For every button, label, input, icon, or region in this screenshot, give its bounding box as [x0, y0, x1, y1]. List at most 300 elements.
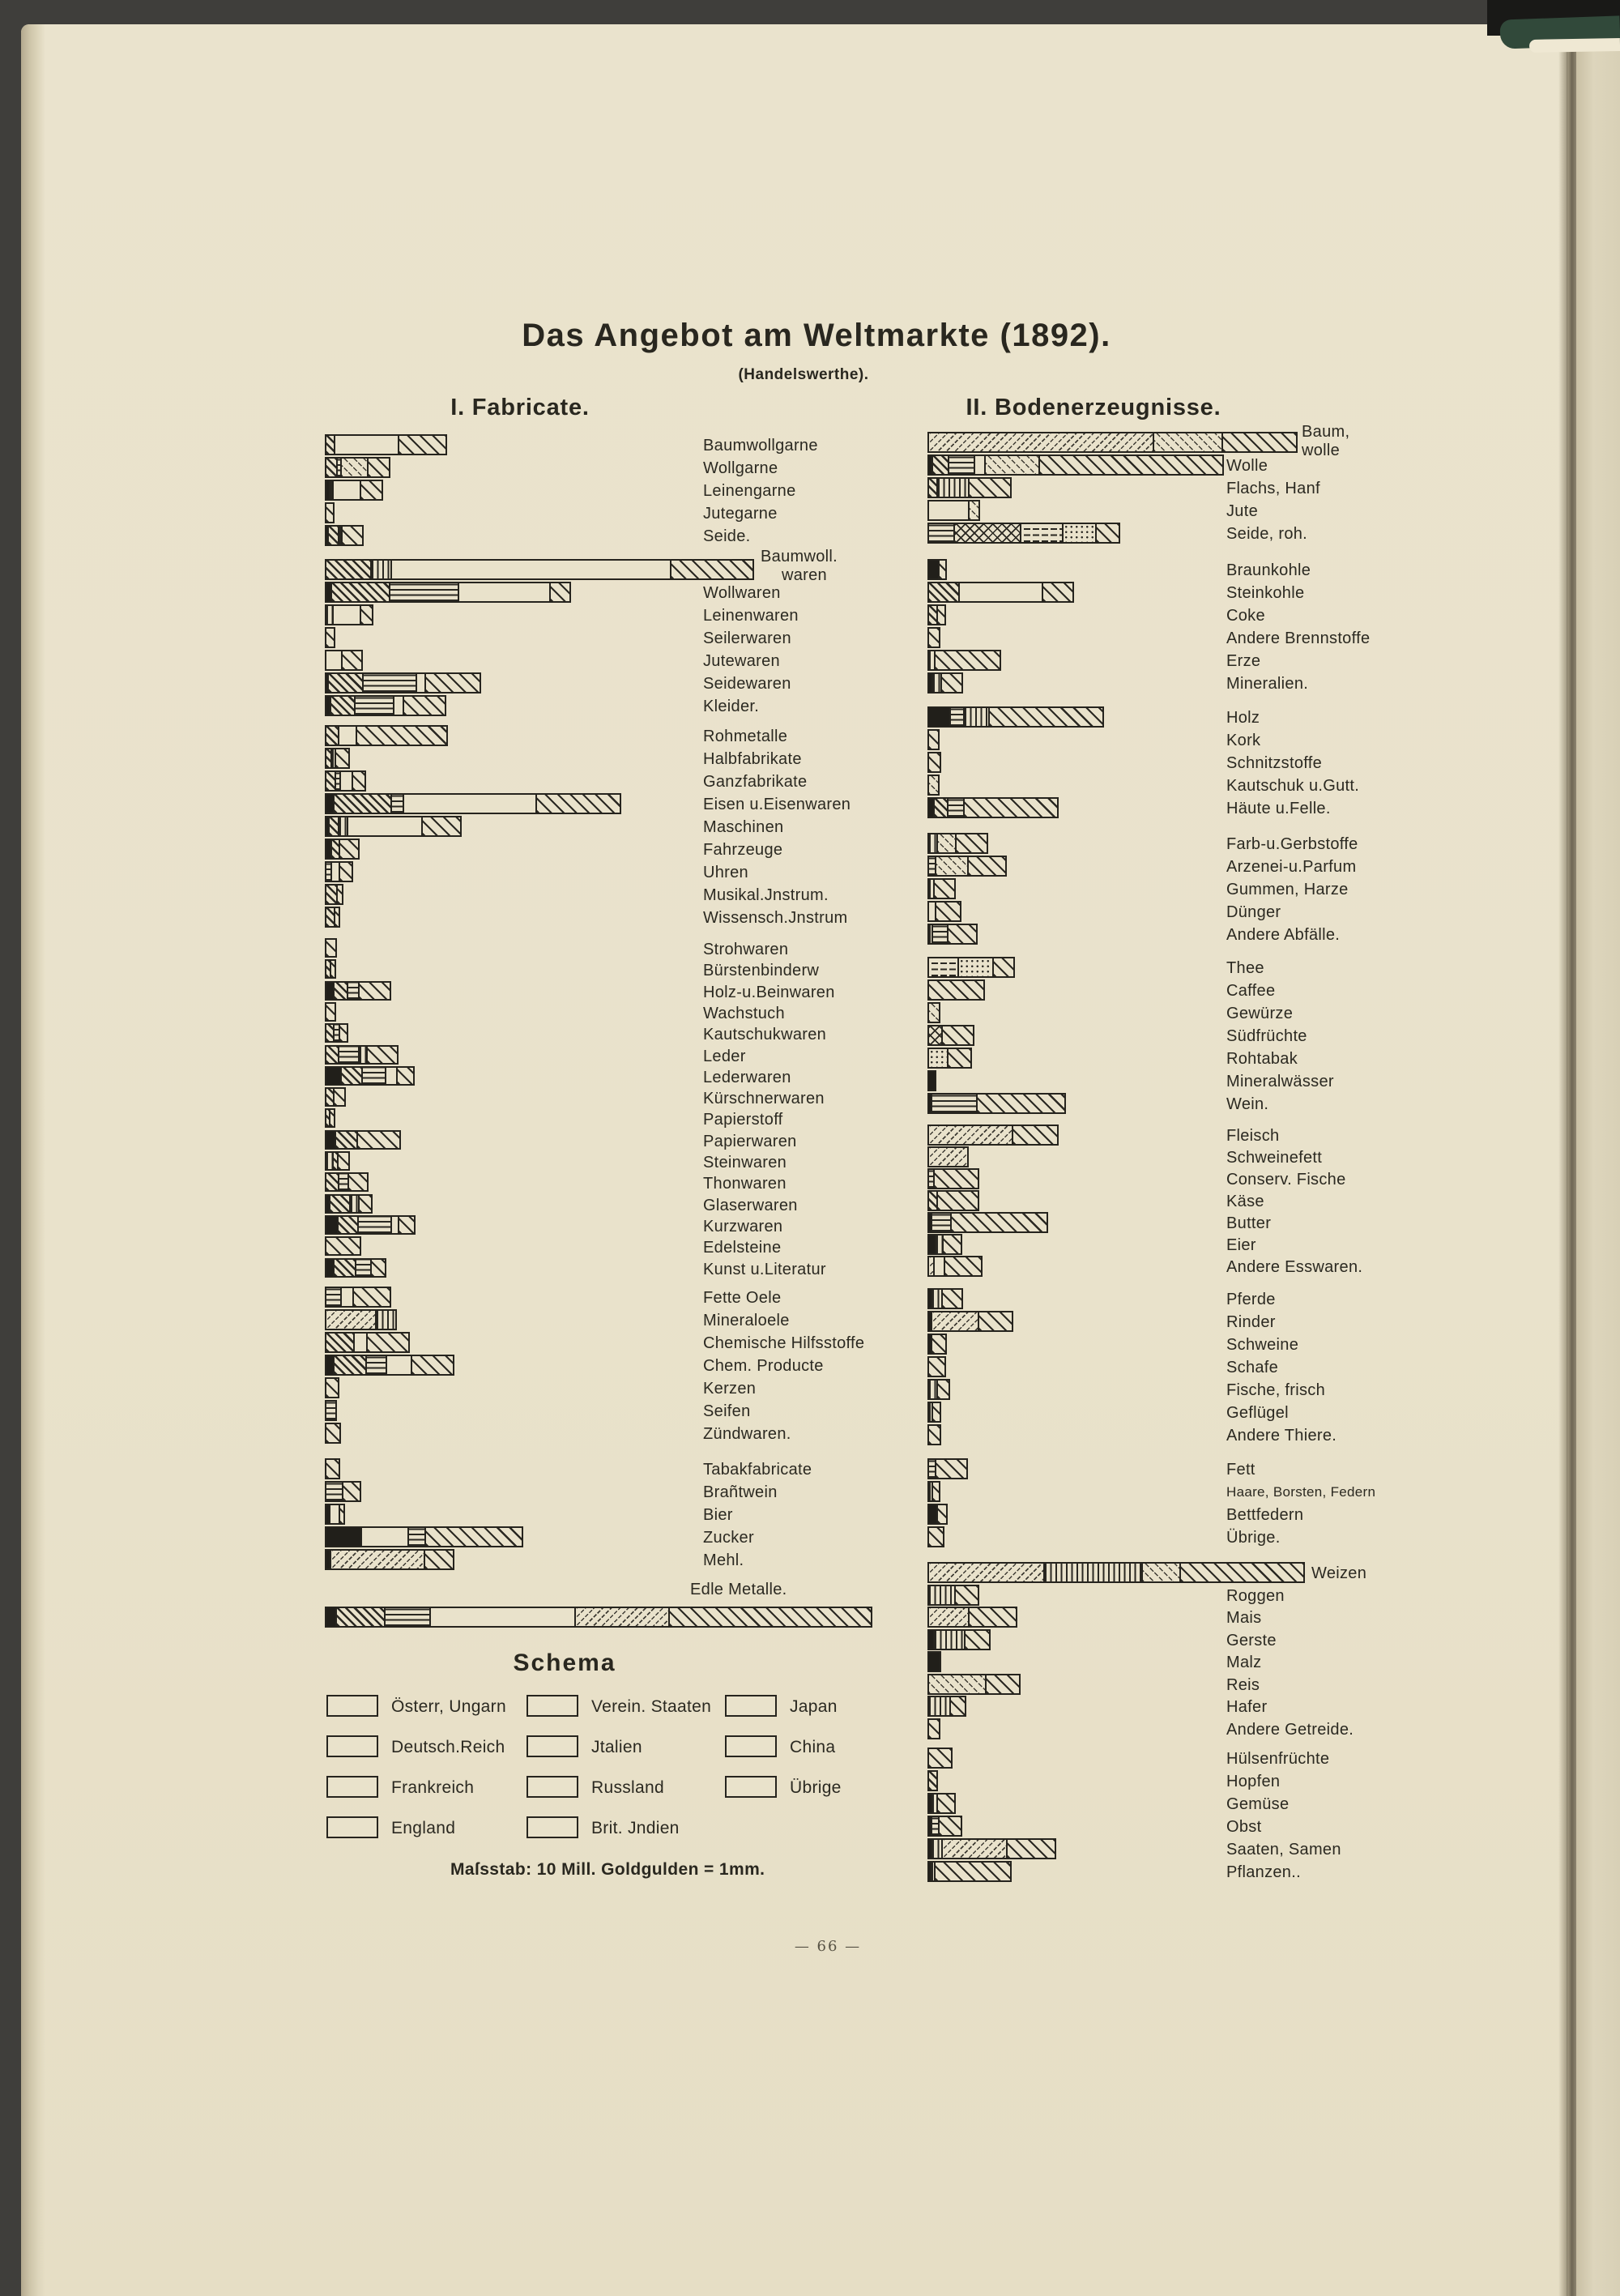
bar-segment-en: [326, 651, 343, 669]
bar-segment-ub: [368, 1334, 408, 1351]
bar-segment-ub: [326, 1004, 335, 1020]
bar-segment-ru: [929, 1381, 938, 1398]
bar-segment-fr: [367, 1356, 387, 1374]
bar-segment-fr: [348, 983, 360, 999]
row-label: Haare, Borsten, Federn: [1226, 1484, 1376, 1500]
row-label: Kürschnerwaren: [703, 1090, 825, 1108]
bar-segment-oe: [326, 1608, 337, 1626]
bar-row: [325, 695, 446, 716]
bar-row: [927, 1793, 956, 1814]
bar-segment-fr: [929, 857, 936, 875]
row-label: Papierwaren: [703, 1132, 797, 1150]
bar-row: [927, 1146, 969, 1167]
row-label: Schnitzstoffe: [1226, 754, 1323, 772]
bar-row: [325, 1087, 346, 1107]
bar-segment-en: [975, 456, 986, 474]
bar-segment-oe: [326, 795, 335, 813]
bar-segment-ub: [935, 1170, 978, 1188]
bar-segment-dr: [335, 1356, 367, 1374]
row-label: Wein.: [1226, 1095, 1269, 1113]
bar-row: [325, 559, 754, 580]
bar-row: [927, 856, 1007, 877]
bar-segment-ub: [537, 795, 620, 813]
bar-segment-ub: [326, 1424, 339, 1442]
bar-row: [325, 748, 350, 769]
bar-row: [325, 1287, 391, 1308]
row-label: Schafe: [1226, 1359, 1279, 1376]
bar-row: [927, 752, 941, 773]
bar-segment-ub: [358, 1132, 399, 1148]
bar-segment-cn: [1064, 524, 1097, 542]
bar-row: [927, 1718, 940, 1739]
bar-row: [927, 477, 1012, 498]
bar-segment-ub: [949, 1049, 970, 1067]
bar-segment-dr: [326, 886, 338, 903]
row-label: Wolle: [1226, 457, 1268, 475]
bar-segment-ub: [1043, 583, 1072, 601]
bar-segment-fr: [929, 524, 955, 542]
bar-segment-it: [929, 1026, 943, 1044]
bar-segment-oe: [929, 1072, 935, 1090]
bar-row: [927, 1562, 1305, 1583]
bar-segment-vs: [932, 1312, 979, 1330]
row-label: Kleider.: [703, 698, 760, 715]
bar-segment-dr: [326, 749, 332, 767]
bar-segment-en: [392, 561, 671, 578]
row-label: Kerzen: [703, 1380, 757, 1398]
bar-segment-ub: [938, 606, 944, 624]
bar-row: [325, 839, 360, 860]
bar-segment-fr: [326, 1402, 335, 1419]
bar-segment-ub: [330, 1110, 334, 1126]
bar-segment-ub: [951, 1697, 965, 1715]
row-label: Kork: [1226, 732, 1261, 749]
bar-segment-en: [459, 583, 551, 601]
bar-segment-ub: [970, 479, 1010, 497]
bar-segment-fr: [326, 1288, 342, 1306]
row-label: Andere Thiere.: [1226, 1427, 1337, 1445]
row-label: Häute u.Felle.: [1226, 800, 1331, 817]
bar-segment-en: [341, 772, 353, 790]
legend-label: Japan: [790, 1697, 838, 1716]
bar-row: [927, 878, 956, 899]
bar-segment-bj: [1154, 433, 1223, 451]
row-label: Hülsenfrüchte: [1226, 1750, 1330, 1768]
bar-segment-dr: [929, 1192, 938, 1210]
bar-segment-oe: [929, 1505, 938, 1523]
bar-row: [325, 981, 391, 1001]
row-label: Seide.: [703, 527, 751, 545]
bar-row: [325, 1332, 410, 1353]
bar-row: [927, 1748, 953, 1769]
row-label: Jute: [1226, 502, 1259, 520]
row-label: Flachs, Hanf: [1226, 480, 1320, 497]
bar-row: [927, 1585, 979, 1606]
bar-segment-ub: [326, 629, 334, 647]
bar-row: [325, 457, 390, 478]
bar-segment-ub: [978, 1095, 1064, 1112]
bar-segment-ub: [1008, 1840, 1055, 1858]
row-label: Schweine: [1226, 1336, 1299, 1354]
bar-segment-ub: [940, 561, 945, 578]
bar-row: [325, 1130, 401, 1150]
bar-segment-bj: [929, 1675, 987, 1693]
bar-segment-ub: [399, 1217, 414, 1233]
row-label: Rohmetalle: [703, 728, 788, 745]
bar-row: [927, 1070, 936, 1091]
bar-segment-ub: [932, 1335, 945, 1353]
bar-segment-fr: [932, 1214, 952, 1231]
bar-row: [927, 729, 940, 750]
bar-segment-ru: [929, 1697, 951, 1715]
bar-segment-fr: [364, 674, 417, 692]
bar-segment-ub: [1040, 456, 1222, 474]
bar-row: [927, 1674, 1021, 1695]
legend-swatch-jp: [725, 1695, 777, 1717]
bar-row: [927, 1190, 979, 1211]
bar-segment-ub: [936, 1863, 1010, 1880]
row-label: Gummen, Harze: [1226, 881, 1349, 898]
bar-row: [325, 1108, 335, 1128]
bar-row: [325, 1309, 397, 1330]
bar-row: [927, 1607, 1017, 1628]
bar-row: [325, 525, 364, 546]
bar-segment-en: [929, 903, 936, 920]
bar-row: [927, 1311, 1013, 1332]
bar-segment-en: [334, 606, 361, 624]
row-label: Braunkohle: [1226, 561, 1311, 579]
bar-segment-ub: [368, 1047, 397, 1063]
bar-segment-ub: [360, 983, 390, 999]
bar-segment-ub: [340, 1025, 347, 1041]
bar-row: [325, 502, 335, 523]
bar-segment-vs: [929, 1564, 1045, 1581]
bar-segment-dr: [335, 1260, 356, 1276]
row-label: Wollwaren: [703, 584, 781, 602]
bar-row: [927, 1256, 983, 1277]
bar-segment-fr: [339, 1047, 360, 1063]
bar-segment-ub: [423, 817, 460, 835]
bar-row: [927, 650, 1001, 671]
bar-row: [325, 1607, 872, 1628]
bar-segment-oe: [326, 1260, 335, 1276]
bar-row: [325, 1458, 340, 1479]
bar-segment-dr: [326, 436, 335, 454]
bar-segment-ub: [340, 840, 358, 858]
row-label: Leinenwaren: [703, 607, 799, 625]
row-label: Wissensch.Jnstrum: [703, 909, 848, 927]
bar-row: [325, 793, 621, 814]
bar-row: [927, 1002, 940, 1023]
row-label: Gemüse: [1226, 1795, 1290, 1813]
bar-segment-ub: [331, 961, 335, 977]
row-label: Farb-u.Gerbstoffe: [1226, 835, 1358, 853]
row-label: Roggen: [1226, 1586, 1285, 1605]
bar-row: [927, 455, 1224, 476]
bar-segment-en: [394, 697, 404, 715]
bar-segment-oe: [326, 1068, 342, 1084]
row-label: Edle Metalle.: [690, 1581, 787, 1598]
row-label: Coke: [1226, 607, 1265, 625]
legend-label: China: [790, 1738, 836, 1756]
bar-segment-dr: [336, 1132, 358, 1148]
row-label: Thee: [1226, 959, 1264, 977]
bar-row: [325, 1194, 373, 1214]
bar-row: [325, 604, 373, 625]
bar-row: [325, 1215, 416, 1235]
bar-segment-ub: [929, 629, 939, 647]
column-header-fabricate: I. Fabricate.: [450, 395, 590, 420]
bar-segment-dr: [933, 456, 949, 474]
bar-segment-ru: [929, 834, 938, 852]
bar-row: [325, 1355, 454, 1376]
row-label: Zucker: [703, 1529, 754, 1547]
bar-segment-vs: [929, 1257, 935, 1275]
bar-segment-ub: [952, 1214, 1047, 1231]
row-label: Fleisch: [1226, 1127, 1280, 1145]
bar-row: [927, 1526, 944, 1547]
bar-segment-ub: [938, 1192, 978, 1210]
bar-segment-ru: [929, 1586, 956, 1604]
bar-segment-oe: [929, 1235, 936, 1253]
column-header-bodenerzeugnisse: II. Bodenerzeugnisse.: [966, 395, 1221, 420]
bar-segment-oe: [326, 1132, 336, 1148]
bar-segment-ru: [933, 674, 942, 692]
row-label: Butter: [1226, 1214, 1272, 1232]
bar-segment-ub: [949, 925, 976, 943]
row-label: Gerste: [1226, 1631, 1277, 1649]
row-label: Fische, frisch: [1226, 1381, 1326, 1399]
legend-label: Deutsch.Reich: [391, 1738, 505, 1756]
bar-segment-ub: [369, 459, 389, 476]
row-label: Erze: [1226, 652, 1261, 670]
row-label: Eier: [1226, 1236, 1256, 1254]
bar-segment-en: [362, 1528, 409, 1546]
bar-segment-ru: [965, 708, 990, 726]
row-label: Chem. Producte: [703, 1357, 824, 1375]
bar-row: [927, 1629, 991, 1650]
bar-segment-dr: [331, 697, 356, 715]
bar-row: [927, 1424, 941, 1445]
legend-swatch-vs: [526, 1695, 578, 1717]
bar-segment-bj: [938, 834, 957, 852]
row-label: Lederwaren: [703, 1068, 791, 1086]
bar-segment-fr: [932, 1817, 940, 1835]
bar-segment-ub: [335, 908, 339, 926]
row-label: Mais: [1226, 1609, 1262, 1627]
bar-row: [927, 559, 947, 580]
bar-row: [927, 1504, 948, 1525]
bar-segment-ub: [326, 504, 333, 522]
bar-segment-ub: [943, 1026, 973, 1044]
row-label: Mineralwässer: [1226, 1073, 1334, 1090]
bar-segment-ub: [936, 1460, 966, 1478]
bar-segment-fr: [933, 925, 949, 943]
bar-row: [927, 582, 1074, 603]
bar-row: [927, 1816, 962, 1837]
row-label: Seide, roh.: [1226, 525, 1308, 543]
bar-row: [927, 1093, 1066, 1114]
bar-segment-ub: [942, 674, 961, 692]
bar-segment-ub: [412, 1356, 453, 1374]
bar-segment-bj: [342, 459, 369, 476]
bar-segment-en: [342, 1288, 354, 1306]
bar-segment-ub: [335, 1089, 344, 1105]
scale-note: Maſsstab: 10 Mill. Goldgulden = 1mm.: [450, 1860, 765, 1879]
bar-row: [325, 1423, 341, 1444]
bar-segment-oe: [326, 840, 332, 858]
bar-row: [927, 797, 1059, 818]
row-label: Brañtwein: [703, 1483, 778, 1501]
bar-segment-oe: [326, 983, 335, 999]
row-label: Saaten, Samen: [1226, 1841, 1341, 1859]
bar-segment-ru: [372, 561, 392, 578]
bar-row: [927, 1770, 938, 1791]
bar-segment-fr: [409, 1528, 426, 1546]
bar-segment-dr: [332, 583, 390, 601]
bar-segment-oe: [929, 1653, 940, 1671]
bar-segment-oe: [929, 708, 951, 726]
row-label: Caffee: [1226, 982, 1276, 1000]
bar-row: [927, 1334, 947, 1355]
bar-segment-fr: [392, 795, 404, 813]
bar-segment-en: [335, 436, 399, 454]
bar-segment-ru: [935, 1631, 966, 1649]
bar-row: [927, 833, 988, 854]
bar-segment-ub: [965, 799, 1057, 817]
bar-segment-ub: [935, 880, 954, 898]
bar-segment-dr: [329, 674, 364, 692]
bar-segment-dr: [935, 799, 949, 817]
bar-segment-jp: [1021, 524, 1064, 542]
bar-segment-en: [392, 1217, 399, 1233]
bar-segment-bj: [1143, 1564, 1181, 1581]
row-label: Thonwaren: [703, 1175, 787, 1193]
bar-row: [325, 672, 481, 693]
row-label: Steinkohle: [1226, 584, 1305, 602]
bar-segment-ub: [979, 1312, 1012, 1330]
bar-segment-ub: [938, 1505, 946, 1523]
row-label: Pflanzen..: [1226, 1863, 1301, 1881]
page-title: Das Angebot am Weltmarkte (1892).: [522, 318, 1111, 353]
bar-row: [927, 1696, 966, 1717]
bar-segment-ru: [360, 1047, 368, 1063]
bar-segment-en: [404, 795, 537, 813]
row-label-line: wolle: [1302, 442, 1341, 459]
row-label: Arzenei-u.Parfum: [1226, 858, 1357, 876]
bar-segment-ub: [338, 886, 342, 903]
bar-segment-ub: [938, 1795, 954, 1812]
bar-segment-ru: [1045, 1564, 1143, 1581]
bar-segment-bj: [970, 501, 978, 519]
bar-segment-vs: [576, 1608, 670, 1626]
bar-segment-bj: [936, 857, 969, 875]
bar-segment-fr: [949, 456, 975, 474]
bar-row: [927, 957, 1015, 978]
row-label: Strohwaren: [703, 941, 789, 958]
bar-segment-ub: [343, 527, 362, 544]
bar-segment-dr: [326, 561, 372, 578]
bar-row: [325, 1236, 361, 1256]
bar-row: [927, 901, 961, 922]
bar-segment-ub: [929, 1749, 951, 1767]
bar-segment-dr: [339, 1217, 359, 1233]
bar-segment-ub: [426, 1528, 522, 1546]
bar-segment-dr: [929, 606, 938, 624]
row-label: Steinwaren: [703, 1154, 787, 1171]
bar-segment-oe: [929, 561, 940, 578]
bar-segment-ub: [956, 1586, 978, 1604]
bar-row: [927, 1481, 940, 1502]
bar-segment-bj: [986, 456, 1040, 474]
bar-row: [325, 861, 353, 882]
bar-row: [927, 627, 940, 648]
row-label: Kurzwaren: [703, 1217, 783, 1235]
bar-segment-dr: [326, 1047, 339, 1063]
bar-segment-ub: [1013, 1126, 1057, 1144]
bar-row: [325, 1481, 361, 1502]
bar-segment-ub: [551, 583, 569, 601]
bar-row: [325, 1151, 350, 1171]
book-gutter-shadow: [1558, 32, 1576, 2296]
row-label: Hafer: [1226, 1698, 1268, 1716]
row-label: Ganzfabrikate: [703, 773, 808, 791]
row-label: Holz: [1226, 709, 1260, 727]
bar-segment-ub: [426, 674, 480, 692]
row-label: Wachstuch: [703, 1004, 785, 1022]
bar-segment-fr: [386, 1608, 431, 1626]
bar-segment-dr: [929, 1772, 936, 1790]
row-label: Malz: [1226, 1654, 1262, 1671]
bar-row: [325, 1172, 369, 1192]
legend-label: Übrige: [790, 1778, 842, 1797]
bar-row: [927, 523, 1120, 544]
bar-segment-ub: [343, 651, 361, 669]
legend-swatch-bj: [526, 1816, 578, 1838]
bar-segment-ub: [340, 863, 352, 881]
bar-segment-ru: [929, 880, 935, 898]
bar-segment-oe: [326, 1528, 362, 1546]
row-label: Übrige.: [1226, 1529, 1281, 1547]
bar-segment-bj: [929, 1004, 939, 1022]
bar-segment-dr: [326, 772, 336, 790]
bar-segment-ub: [944, 1235, 961, 1253]
row-label: Rinder: [1226, 1313, 1276, 1331]
row-label: Mineraloele: [703, 1312, 790, 1329]
bar-segment-fr: [929, 1460, 936, 1478]
row-label: Weizen: [1311, 1564, 1367, 1582]
bar-segment-en: [935, 1257, 945, 1275]
bar-segment-cn: [929, 1049, 949, 1067]
bar-segment-dr: [326, 1334, 355, 1351]
legend-label: Brit. Jndien: [591, 1819, 680, 1837]
bar-segment-vs: [331, 1551, 425, 1568]
bar-segment-fr: [359, 1217, 392, 1233]
bar-row: [325, 725, 448, 746]
row-label: Reis: [1226, 1675, 1260, 1694]
legend-swatch-en: [326, 1816, 378, 1838]
bar-segment-it: [955, 524, 1021, 542]
legend-swatch-ru: [526, 1776, 578, 1798]
bar-segment-ub: [945, 1257, 981, 1275]
row-label: Chemische Hilfsstoffe: [703, 1334, 865, 1352]
bar-segment-ru: [932, 1290, 943, 1308]
bar-segment-ru: [326, 1153, 334, 1169]
bar-segment-ub: [357, 727, 446, 745]
bar-segment-ub: [933, 1483, 939, 1500]
bar-row: [325, 1504, 345, 1525]
bar-segment-ub: [326, 1460, 339, 1478]
